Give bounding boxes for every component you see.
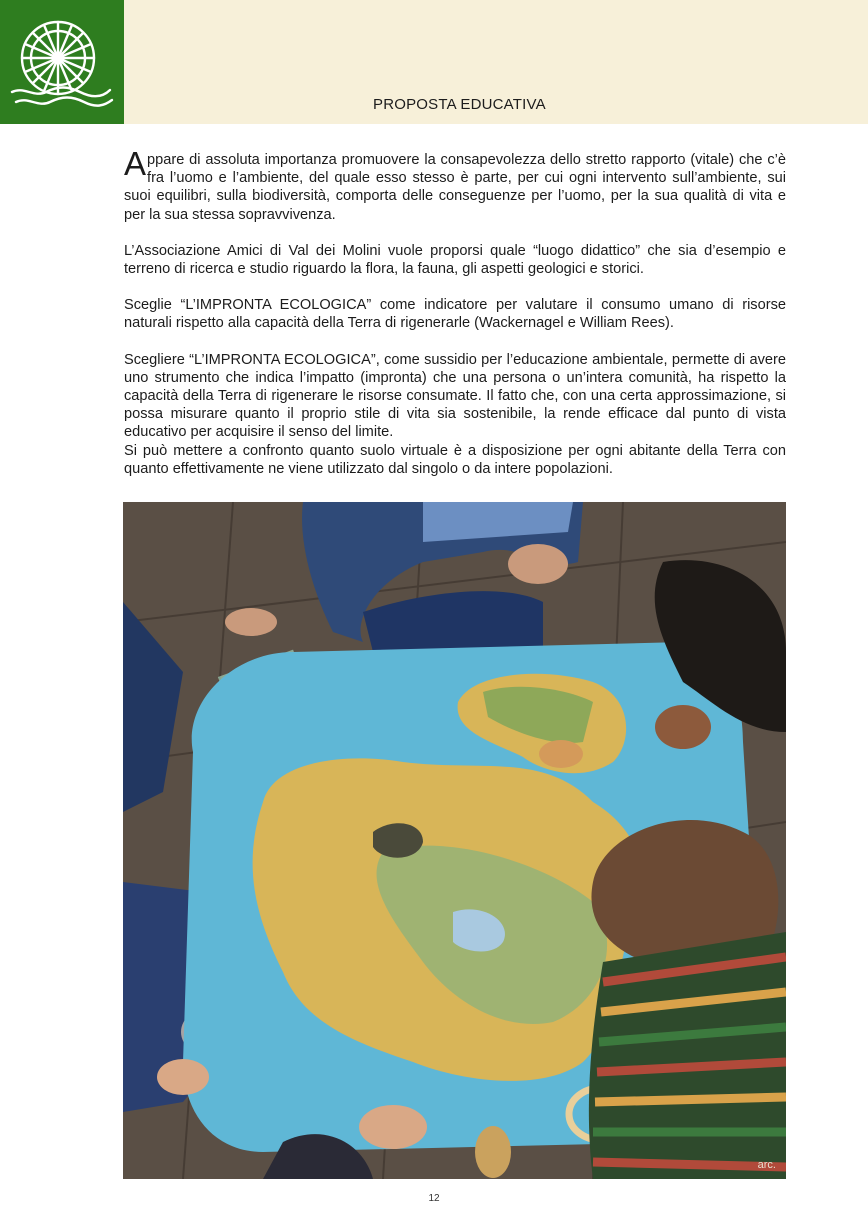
section-title: PROPOSTA EDUCATIVA bbox=[373, 96, 546, 113]
logo bbox=[0, 0, 124, 124]
page-number: 12 bbox=[428, 1193, 440, 1204]
waterwheel-logo-icon bbox=[6, 8, 116, 116]
photo-children-map-activity bbox=[123, 502, 786, 1179]
paragraph-education: Scegliere “L’IMPRONTA ECOLOGICA”, come sussidio per l’educazione ambientale, permette di avere uno strumento che indica l’impatto (impronta) che una persona o un’intera comunità, ha rispetto la capacità della Terra di rigenerare le risorse consumate. Il fatto che, con una certa approssimazione, si possa misurare quanto il proprio stile di vita sia sostenibile, la rende efficace dal punto di vista educativo per acquisire il senso del limite. bbox=[124, 351, 786, 441]
body-text bbox=[124, 145, 786, 478]
paragraph-indicator: Sceglie “L’IMPRONTA ECOLOGICA” come indicatore per valutare il consumo umano di risorse naturali rispetto alla capacità della Terra di rigenerarle (Wackernagel e William Rees). bbox=[124, 297, 786, 332]
paragraph-intro-text: ppare di assoluta importanza promuovere la consapevolezza dello stretto rapporto (vitale) che c’è fra l’uomo e l’ambiente, del quale esso stesso è parte, per cui ogni intervento sull’ambiente, sui suoi equilibri, sulla biodiversità, comporta delle conseguenze per l’uomo, per la sua qualità di vita e per la sua stessa sopravvivenza. bbox=[124, 152, 786, 223]
paragraph-comparison: Si può mettere a confronto quanto suolo virtuale è a disposizione per ogni abitante della Terra con quanto effettivamente ne viene utilizzato dal singolo o da intere popolazioni. bbox=[124, 442, 786, 477]
photo-credit: arc. bbox=[757, 1159, 776, 1171]
drop-cap: A bbox=[124, 145, 147, 182]
paragraph-intro bbox=[124, 145, 786, 224]
paragraph-association: L’Associazione Amici di Val dei Molini vuole proporsi quale “luogo didattico” che sia d’esempio e terreno di ricerca e studio riguardo la flora, la fauna, gli aspetti geologici e storici. bbox=[124, 242, 786, 278]
photo-illustration bbox=[123, 502, 786, 1179]
